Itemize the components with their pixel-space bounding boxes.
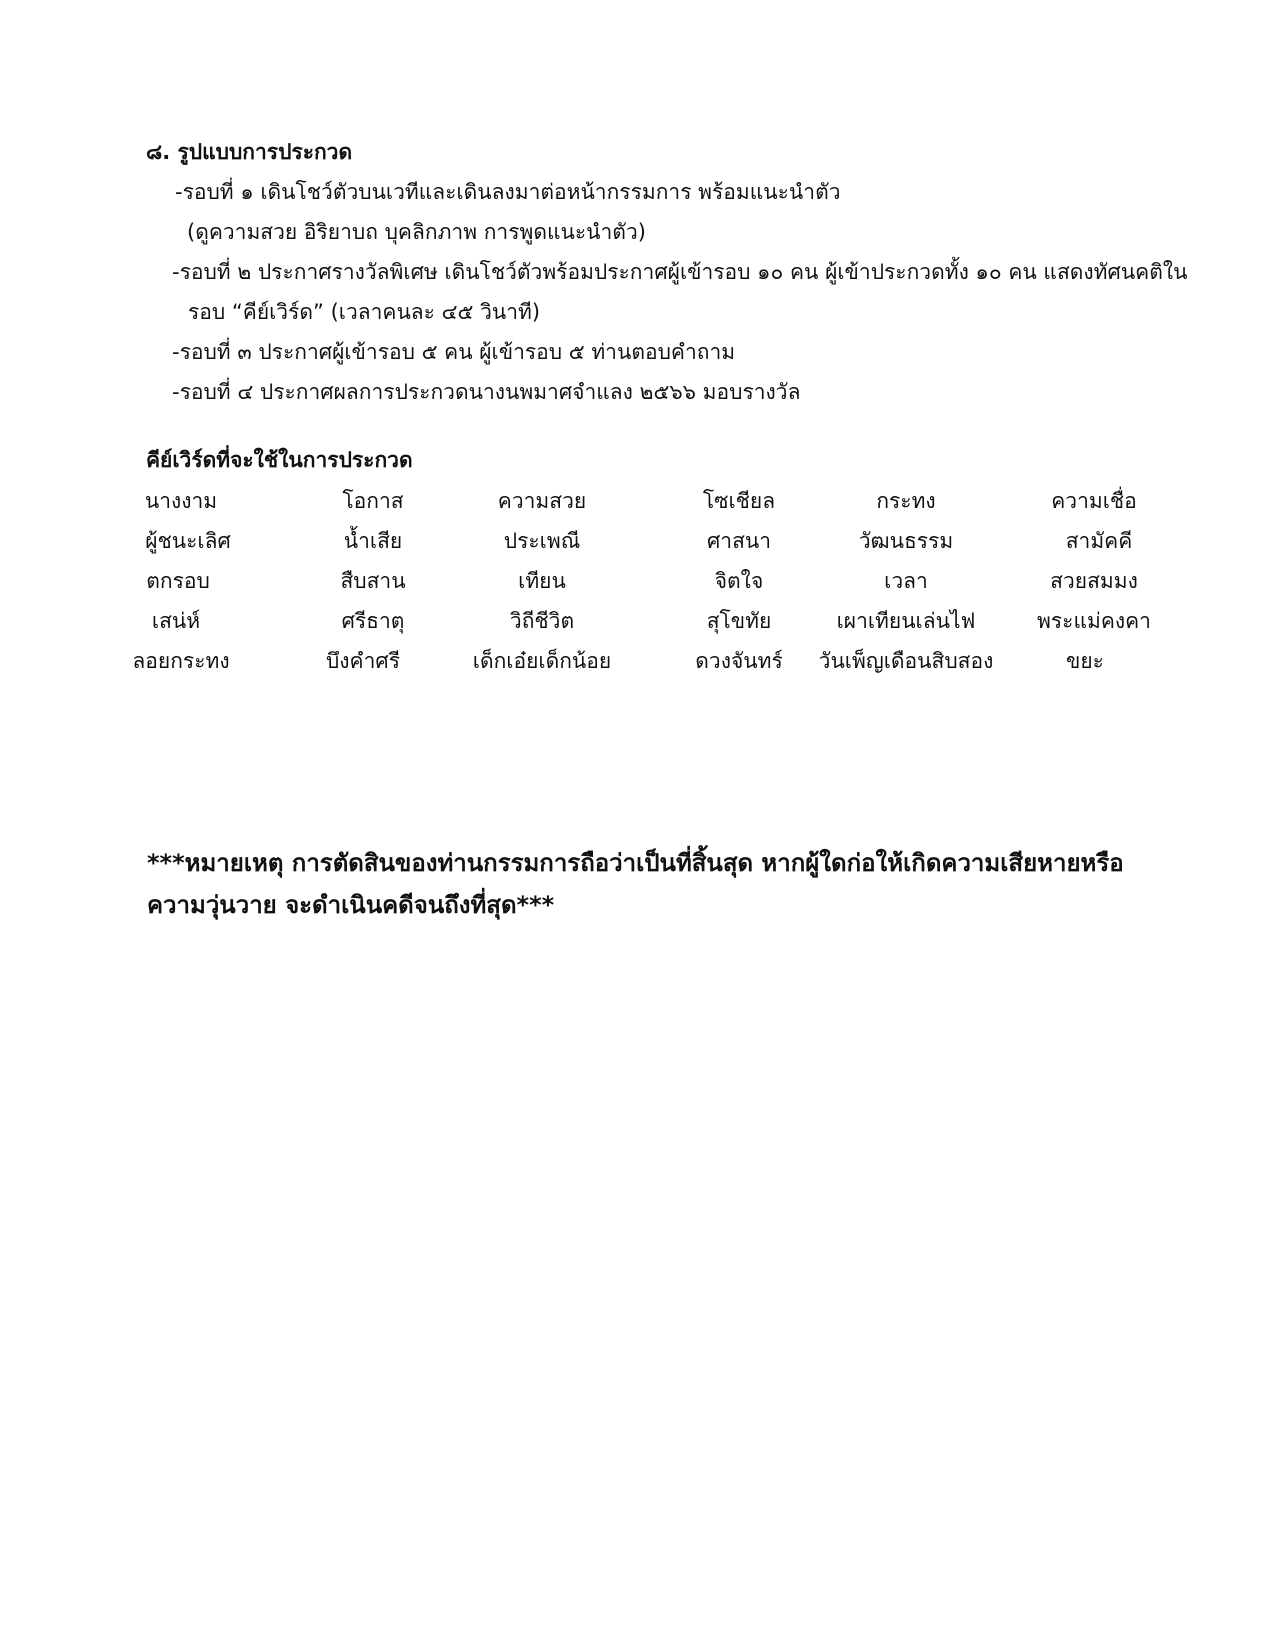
keyword-cell: ประเพณี	[503, 529, 581, 553]
keyword-cell: ลอยกระทง	[132, 649, 230, 673]
keyword-cell: ความเชื่อ	[1051, 489, 1137, 513]
keyword-cell: เทียน	[518, 569, 566, 593]
keyword-cell: เผาเทียนเล่นไฟ	[836, 609, 976, 633]
round-4-line: -รอบที่ ๔ ประกาศผลการประกวดนางนพมาศจำแลง ๒๕๖๖ มอบรางวัล	[172, 380, 801, 404]
keyword-cell: ความสวย	[497, 489, 587, 513]
keyword-cell: ดวงจันทร์	[695, 649, 783, 673]
closing-note: ***หมายเหตุ การตัดสินของท่านกรรมการถือว่าเป็นที่สิ้นสุด หากผู้ใดก่อให้เกิดความเสียหายหรือความวุ่นวาย จะดำเนินคดีจนถึงที่สุด***	[147, 849, 1124, 919]
keyword-cell: โอกาส	[342, 489, 404, 513]
keyword-cell: สุโขทัย	[706, 609, 772, 633]
keywords-heading: คีย์เวิร์ดที่จะใช้ในการประกวด	[146, 448, 413, 472]
keyword-cell: สวยสมมง	[1050, 569, 1138, 593]
keyword-cell: น้ำเสีย	[343, 529, 403, 553]
keyword-cell: จิตใจ	[714, 569, 764, 593]
keyword-cell: ศาสนา	[706, 529, 772, 553]
keyword-cell: บึงคำศรี	[325, 649, 401, 673]
keyword-cell: กระทง	[876, 489, 936, 513]
keyword-cell: ผู้ชนะเลิศ	[145, 529, 231, 553]
keyword-cell: ตกรอบ	[146, 569, 210, 593]
keyword-cell: เด็กเอ๋ยเด็กน้อย	[472, 649, 612, 673]
round-1-line: -รอบที่ ๑ เดินโชว์ตัวบนเวทีและเดินลงมาต่อหน้ากรรมการ พร้อมแนะนำตัว	[175, 180, 841, 204]
round-3-line: -รอบที่ ๓ ประกาศผู้เข้ารอบ ๕ คน ผู้เข้ารอบ ๕ ท่านตอบคำถาม	[172, 340, 736, 364]
keyword-cell: เสน่ห์	[151, 609, 201, 633]
keyword-cell: วิถีชีวิต	[509, 609, 575, 633]
keyword-cell: ขยะ	[1066, 649, 1104, 673]
round-2-continuation-line: รอบ “คีย์เวิร์ด” (เวลาคนละ ๔๕ วินาที)	[188, 300, 541, 324]
round-2-line: -รอบที่ ๒ ประกาศรางวัลพิเศษ เดินโชว์ตัวพร้อมประกาศผู้เข้ารอบ ๑๐ คน ผู้เข้าประกวดทั้ง ๑๐ คน แสดงทัศนคติใน	[172, 260, 1188, 284]
keyword-cell: นางงาม	[144, 489, 218, 513]
round-1-detail-line: (ดูความสวย อิริยาบถ บุคลิกภาพ การพูดแนะนำตัว)	[187, 220, 646, 244]
keyword-cell: โซเชียล	[702, 489, 776, 513]
keyword-cell: เวลา	[884, 569, 928, 593]
section-heading: ๘. รูปแบบการประกวด	[146, 140, 353, 164]
keyword-cell: วันเพ็ญเดือนสิบสอง	[818, 649, 994, 673]
keyword-cell: สามัคคี	[1065, 529, 1133, 553]
keyword-cell: วัฒนธรรม	[858, 529, 954, 553]
keyword-cell: ศรีธาตุ	[341, 609, 405, 633]
keyword-cell: พระแม่คงคา	[1037, 609, 1151, 633]
keyword-cell: สืบสาน	[340, 569, 406, 593]
